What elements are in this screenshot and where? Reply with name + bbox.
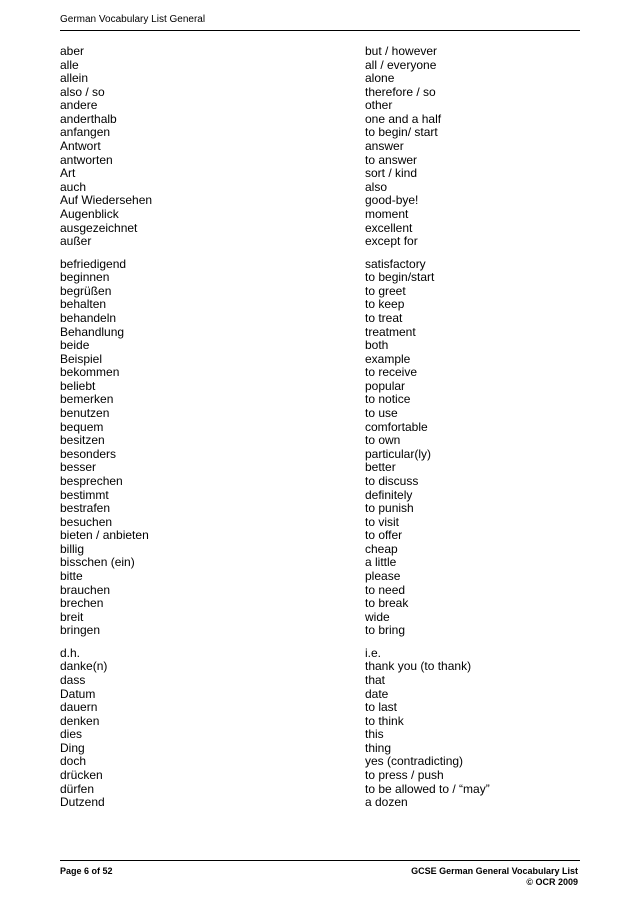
vocab-row: [60, 140, 580, 154]
vocab-row: [60, 516, 580, 530]
english-translation: to be allowed to / “may”: [365, 781, 490, 796]
english-translation: alone: [365, 71, 395, 86]
english-translation: also: [365, 179, 388, 194]
english-translation: sort / kind: [365, 166, 418, 181]
vocab-row: [60, 448, 580, 462]
english-translation: this: [365, 727, 384, 742]
english-translation: to press / push: [365, 768, 444, 783]
vocab-row: [60, 584, 580, 598]
german-word: alle: [60, 57, 79, 72]
vocab-row: [60, 326, 580, 340]
vocab-section: [60, 647, 580, 810]
german-word: bitte: [60, 568, 83, 583]
english-translation: to notice: [365, 392, 411, 407]
vocab-row: [60, 86, 580, 100]
english-translation: therefore / so: [365, 84, 436, 99]
vocab-row: [60, 660, 580, 674]
german-word: bemerken: [60, 392, 114, 407]
vocab-row: [60, 45, 580, 59]
german-word: danke(n): [60, 659, 108, 674]
english-translation: moment: [365, 206, 409, 221]
german-word: besitzen: [60, 433, 105, 448]
english-translation: to keep: [365, 297, 405, 312]
german-word: besuchen: [60, 514, 113, 529]
vocab-row: [60, 755, 580, 769]
english-translation: except for: [365, 234, 418, 249]
german-word: doch: [60, 754, 87, 769]
english-translation: satisfactory: [365, 256, 426, 271]
vocab-row: [60, 72, 580, 86]
english-translation: to own: [365, 433, 401, 448]
vocab-row: [60, 126, 580, 140]
vocab-row: [60, 611, 580, 625]
english-translation: thing: [365, 740, 392, 755]
german-word: begrüßen: [60, 283, 112, 298]
vocab-row: [60, 353, 580, 367]
english-translation: wide: [365, 609, 390, 624]
vocab-row: [60, 339, 580, 353]
english-translation: to begin/start: [365, 270, 435, 285]
footer-copyright: © OCR 2009: [526, 877, 578, 887]
page-header-title: German Vocabulary List General: [60, 14, 206, 25]
footer-divider: [60, 860, 580, 861]
english-translation: a little: [365, 555, 397, 570]
english-translation: to use: [365, 406, 398, 421]
english-translation: that: [365, 673, 386, 688]
german-word: anfangen: [60, 125, 111, 140]
vocab-row: [60, 783, 580, 797]
german-word: Dutzend: [60, 795, 105, 810]
english-translation: date: [365, 686, 389, 701]
vocab-row: [60, 59, 580, 73]
german-word: dürfen: [60, 781, 95, 796]
vocab-row: [60, 489, 580, 503]
german-word: Art: [60, 166, 76, 181]
vocab-row: [60, 570, 580, 584]
vocab-row: [60, 728, 580, 742]
german-word: besprechen: [60, 473, 123, 488]
german-word: breit: [60, 609, 84, 624]
german-word: Behandlung: [60, 324, 125, 339]
english-translation: comfortable: [365, 419, 428, 434]
english-translation: to break: [365, 596, 409, 611]
header-divider: [60, 30, 580, 31]
english-translation: better: [365, 460, 396, 475]
english-translation: to need: [365, 582, 406, 597]
german-word: behandeln: [60, 310, 117, 325]
vocab-row: [60, 688, 580, 702]
vocab-row: [60, 543, 580, 557]
english-translation: cheap: [365, 541, 398, 556]
german-word: aber: [60, 44, 85, 58]
german-word: außer: [60, 234, 92, 249]
german-word: Auf Wiedersehen: [60, 193, 153, 208]
english-translation: to greet: [365, 283, 406, 298]
german-word: antworten: [60, 152, 113, 167]
english-translation: other: [365, 98, 393, 113]
german-word: drücken: [60, 768, 103, 783]
vocab-row: [60, 271, 580, 285]
english-translation: yes (contradicting): [365, 754, 464, 769]
english-translation: both: [365, 338, 389, 353]
english-translation: thank you (to thank): [365, 659, 472, 674]
german-word: auch: [60, 179, 87, 194]
german-word: bequem: [60, 419, 104, 434]
english-translation: please: [365, 568, 401, 583]
vocab-row: [60, 366, 580, 380]
english-translation: popular: [365, 378, 406, 393]
vocab-row: [60, 701, 580, 715]
german-word: Antwort: [60, 139, 101, 154]
vocab-row: [60, 502, 580, 516]
vocab-row: [60, 258, 580, 272]
vocab-row: [60, 208, 580, 222]
english-translation: example: [365, 351, 411, 366]
vocab-row: [60, 235, 580, 249]
vocab-row: [60, 393, 580, 407]
german-word: dass: [60, 673, 86, 688]
vocab-row: [60, 796, 580, 810]
english-translation: particular(ly): [365, 446, 432, 461]
english-translation: to receive: [365, 365, 418, 380]
english-translation: to begin/ start: [365, 125, 438, 140]
english-translation: good-bye!: [365, 193, 419, 208]
vocab-row: [60, 742, 580, 756]
vocab-row: [60, 556, 580, 570]
footer-document-title: GCSE German General Vocabulary List: [411, 866, 578, 876]
vocab-row: [60, 194, 580, 208]
german-word: beginnen: [60, 270, 110, 285]
german-word: dies: [60, 727, 83, 742]
german-word: denken: [60, 713, 100, 728]
german-word: allein: [60, 71, 89, 86]
footer-info: [411, 866, 578, 888]
german-word: bestrafen: [60, 501, 111, 516]
vocab-row: [60, 154, 580, 168]
vocabulary-list: [60, 45, 580, 819]
vocab-row: [60, 167, 580, 181]
english-translation: a dozen: [365, 795, 408, 810]
german-word: billig: [60, 541, 85, 556]
vocab-row: [60, 715, 580, 729]
vocab-row: [60, 113, 580, 127]
german-word: brechen: [60, 596, 104, 611]
vocab-row: [60, 529, 580, 543]
english-translation: but / however: [365, 44, 438, 58]
vocab-row: [60, 222, 580, 236]
english-translation: to think: [365, 713, 404, 728]
german-word: Ding: [60, 740, 85, 755]
vocab-row: [60, 298, 580, 312]
vocab-row: [60, 380, 580, 394]
vocab-row: [60, 674, 580, 688]
german-word: brauchen: [60, 582, 111, 597]
german-word: andere: [60, 98, 98, 113]
english-translation: i.e.: [365, 645, 382, 660]
german-word: besser: [60, 460, 97, 475]
vocab-row: [60, 434, 580, 448]
english-translation: to answer: [365, 152, 418, 167]
german-word: Beispiel: [60, 351, 103, 366]
vocab-row: [60, 285, 580, 299]
english-translation: to visit: [365, 514, 400, 529]
german-word: bieten / anbieten: [60, 528, 149, 543]
english-translation: answer: [365, 139, 404, 154]
vocab-section: [60, 45, 580, 249]
german-word: anderthalb: [60, 111, 117, 126]
german-word: befriedigend: [60, 256, 127, 271]
vocab-row: [60, 99, 580, 113]
vocab-row: [60, 312, 580, 326]
german-word: beide: [60, 338, 90, 353]
german-word: dauern: [60, 700, 98, 715]
vocab-row: [60, 407, 580, 421]
german-word: beliebt: [60, 378, 96, 393]
english-translation: one and a half: [365, 111, 442, 126]
german-word: Augenblick: [60, 206, 119, 221]
german-word: bringen: [60, 623, 101, 638]
vocab-row: [60, 597, 580, 611]
english-translation: to bring: [365, 623, 406, 638]
german-word: bestimmt: [60, 487, 109, 502]
german-word: d.h.: [60, 645, 81, 660]
german-word: besonders: [60, 446, 117, 461]
vocab-row: [60, 647, 580, 661]
english-translation: to treat: [365, 310, 403, 325]
vocab-row: [60, 461, 580, 475]
vocab-row: [60, 624, 580, 638]
english-translation: to discuss: [365, 473, 419, 488]
english-translation: all / everyone: [365, 57, 437, 72]
german-word: bisschen (ein): [60, 555, 135, 570]
vocab-row: [60, 421, 580, 435]
german-word: behalten: [60, 297, 107, 312]
english-translation: to last: [365, 700, 398, 715]
vocab-section: [60, 258, 580, 638]
english-translation: definitely: [365, 487, 413, 502]
vocab-row: [60, 475, 580, 489]
english-translation: to offer: [365, 528, 403, 543]
vocab-row: [60, 769, 580, 783]
german-word: benutzen: [60, 406, 110, 421]
page-number: Page 6 of 52: [60, 866, 113, 876]
english-translation: to punish: [365, 501, 414, 516]
german-word: ausgezeichnet: [60, 220, 138, 235]
german-word: bekommen: [60, 365, 120, 380]
german-word: also / so: [60, 84, 105, 99]
english-translation: treatment: [365, 324, 416, 339]
vocab-row: [60, 181, 580, 195]
german-word: Datum: [60, 686, 96, 701]
english-translation: excellent: [365, 220, 413, 235]
